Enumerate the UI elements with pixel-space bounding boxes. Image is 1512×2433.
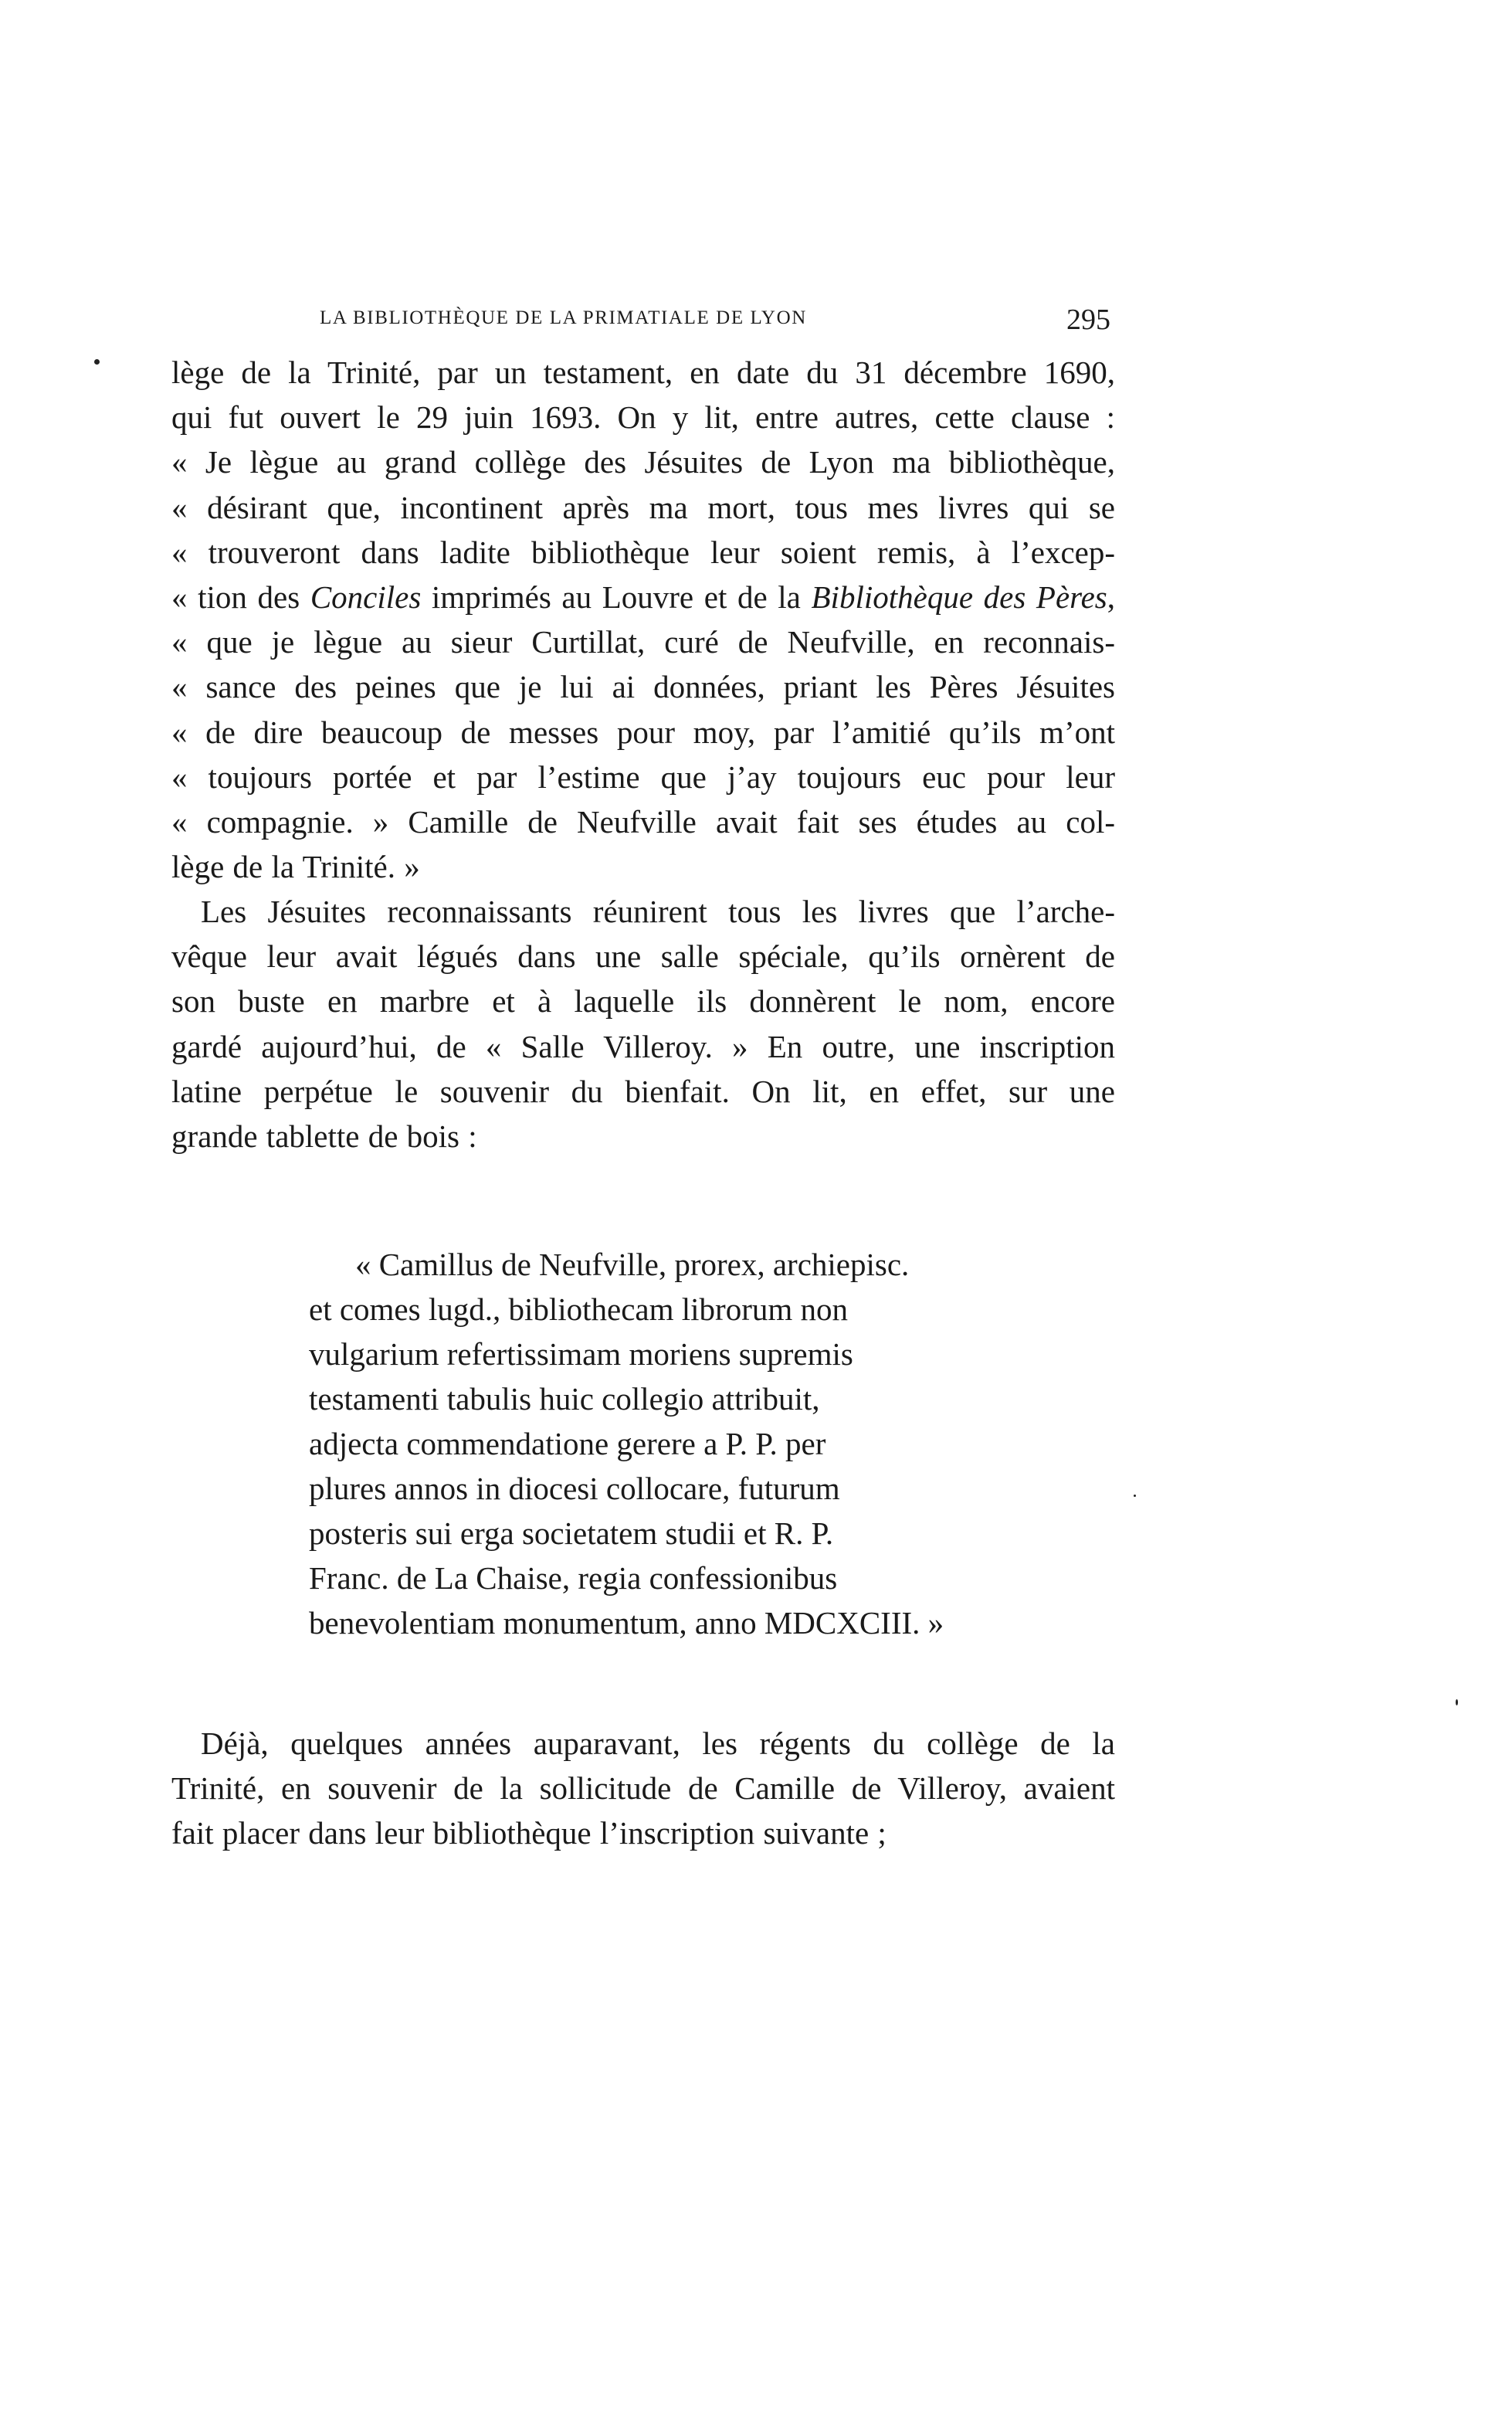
text-line: « Je lègue au grand collège des Jésuites de Lyon ma bibliothèque, bbox=[171, 444, 1115, 480]
text-fragment: imprimés au Louvre et de la bbox=[421, 579, 812, 615]
italic-title-conciles: Conciles bbox=[310, 579, 422, 615]
latin-inscription bbox=[309, 1242, 981, 1645]
inscription-line: vulgarium refertissimam moriens supremis bbox=[309, 1336, 853, 1372]
inscription-line: adjecta commendatione gerere a P. P. per bbox=[309, 1426, 826, 1461]
text-line bbox=[171, 575, 1115, 619]
scan-speck bbox=[94, 359, 100, 365]
paragraph-salle-villeroy bbox=[171, 889, 1115, 1159]
text-line: « toujours portée et par l’estime que j’ay toujours euc pour leur bbox=[171, 758, 1115, 795]
text-line: latine perpétue le souvenir du bienfait. On lit, en effet, sur une bbox=[171, 1073, 1115, 1109]
page-number: 295 bbox=[1066, 304, 1110, 336]
text-line: Les Jésuites reconnaissants réunirent tous les livres que l’arche- bbox=[201, 894, 1115, 929]
running-head bbox=[320, 303, 1115, 341]
text-fragment: , bbox=[1107, 579, 1116, 615]
text-line: fait placer dans leur bibliothèque l’inscription suivante ; bbox=[171, 1815, 887, 1851]
paragraph-regents bbox=[171, 1721, 1115, 1856]
text-line: Trinité, en souvenir de la sollicitude de Camille de Villeroy, avaient bbox=[171, 1770, 1115, 1807]
text-line: vêque leur avait légués dans une salle spéciale, qu’ils ornèrent de bbox=[171, 938, 1115, 975]
inscription-line: et comes lugd., bibliothecam librorum non bbox=[309, 1291, 849, 1327]
text-line: Déjà, quelques années auparavant, les régents du collège de la bbox=[201, 1725, 1115, 1761]
inscription-line: « Camillus de Neufville, prorex, archiepisc. bbox=[355, 1247, 910, 1282]
text-line: « trouveront dans ladite bibliothèque leur soient remis, à l’excep- bbox=[171, 534, 1115, 570]
text-line: lège de la Trinité. » bbox=[171, 849, 420, 885]
text-line: qui fut ouvert le 29 juin 1693. On y lit, entre autres, cette clause : bbox=[171, 399, 1115, 436]
inscription-line: benevolentiam monumentum, anno MDCXCIII. » bbox=[309, 1605, 944, 1641]
italic-title-bibliotheque: Bibliothèque des Pères bbox=[811, 579, 1107, 615]
text-line: « désirant que, incontinent après ma mort, tous mes livres qui se bbox=[171, 489, 1115, 525]
inscription-line: Franc. de La Chaise, regia confessionibus bbox=[309, 1560, 838, 1596]
text-line: « que je lègue au sieur Curtillat, curé de Neufville, en reconnais- bbox=[171, 624, 1115, 660]
inscription-line: plures annos in diocesi collocare, futurum bbox=[309, 1471, 840, 1506]
text-line: lège de la Trinité, par un testament, en date du 31 décembre 1690, bbox=[171, 355, 1115, 390]
text-line: gardé aujourd’hui, de « Salle Villeroy. » En outre, une inscription bbox=[171, 1028, 1115, 1064]
inscription-line: posteris sui erga societatem studii et R. P. bbox=[309, 1515, 834, 1551]
paragraph-will-quotation bbox=[171, 350, 1115, 889]
text-line: grande tablette de bois : bbox=[171, 1118, 477, 1154]
scan-speck bbox=[1456, 1699, 1458, 1705]
text-line: « de dire beaucoup de messes pour moy, par l’amitié qu’ils m’ont bbox=[171, 714, 1115, 750]
running-title: LA BIBLIOTHÈQUE DE LA PRIMATIALE DE LYON bbox=[320, 307, 807, 328]
scan-speck bbox=[1134, 1495, 1136, 1497]
text-fragment: « tion des bbox=[171, 579, 310, 615]
text-line: « sance des peines que je lui ai données, priant les Pères Jésuites bbox=[171, 669, 1115, 705]
text-line: « compagnie. » Camille de Neufville avait fait ses études au col- bbox=[171, 803, 1115, 840]
inscription-line: testamenti tabulis huic collegio attribuit, bbox=[309, 1381, 820, 1417]
text-line: son buste en marbre et à laquelle ils donnèrent le nom, encore bbox=[171, 983, 1115, 1020]
